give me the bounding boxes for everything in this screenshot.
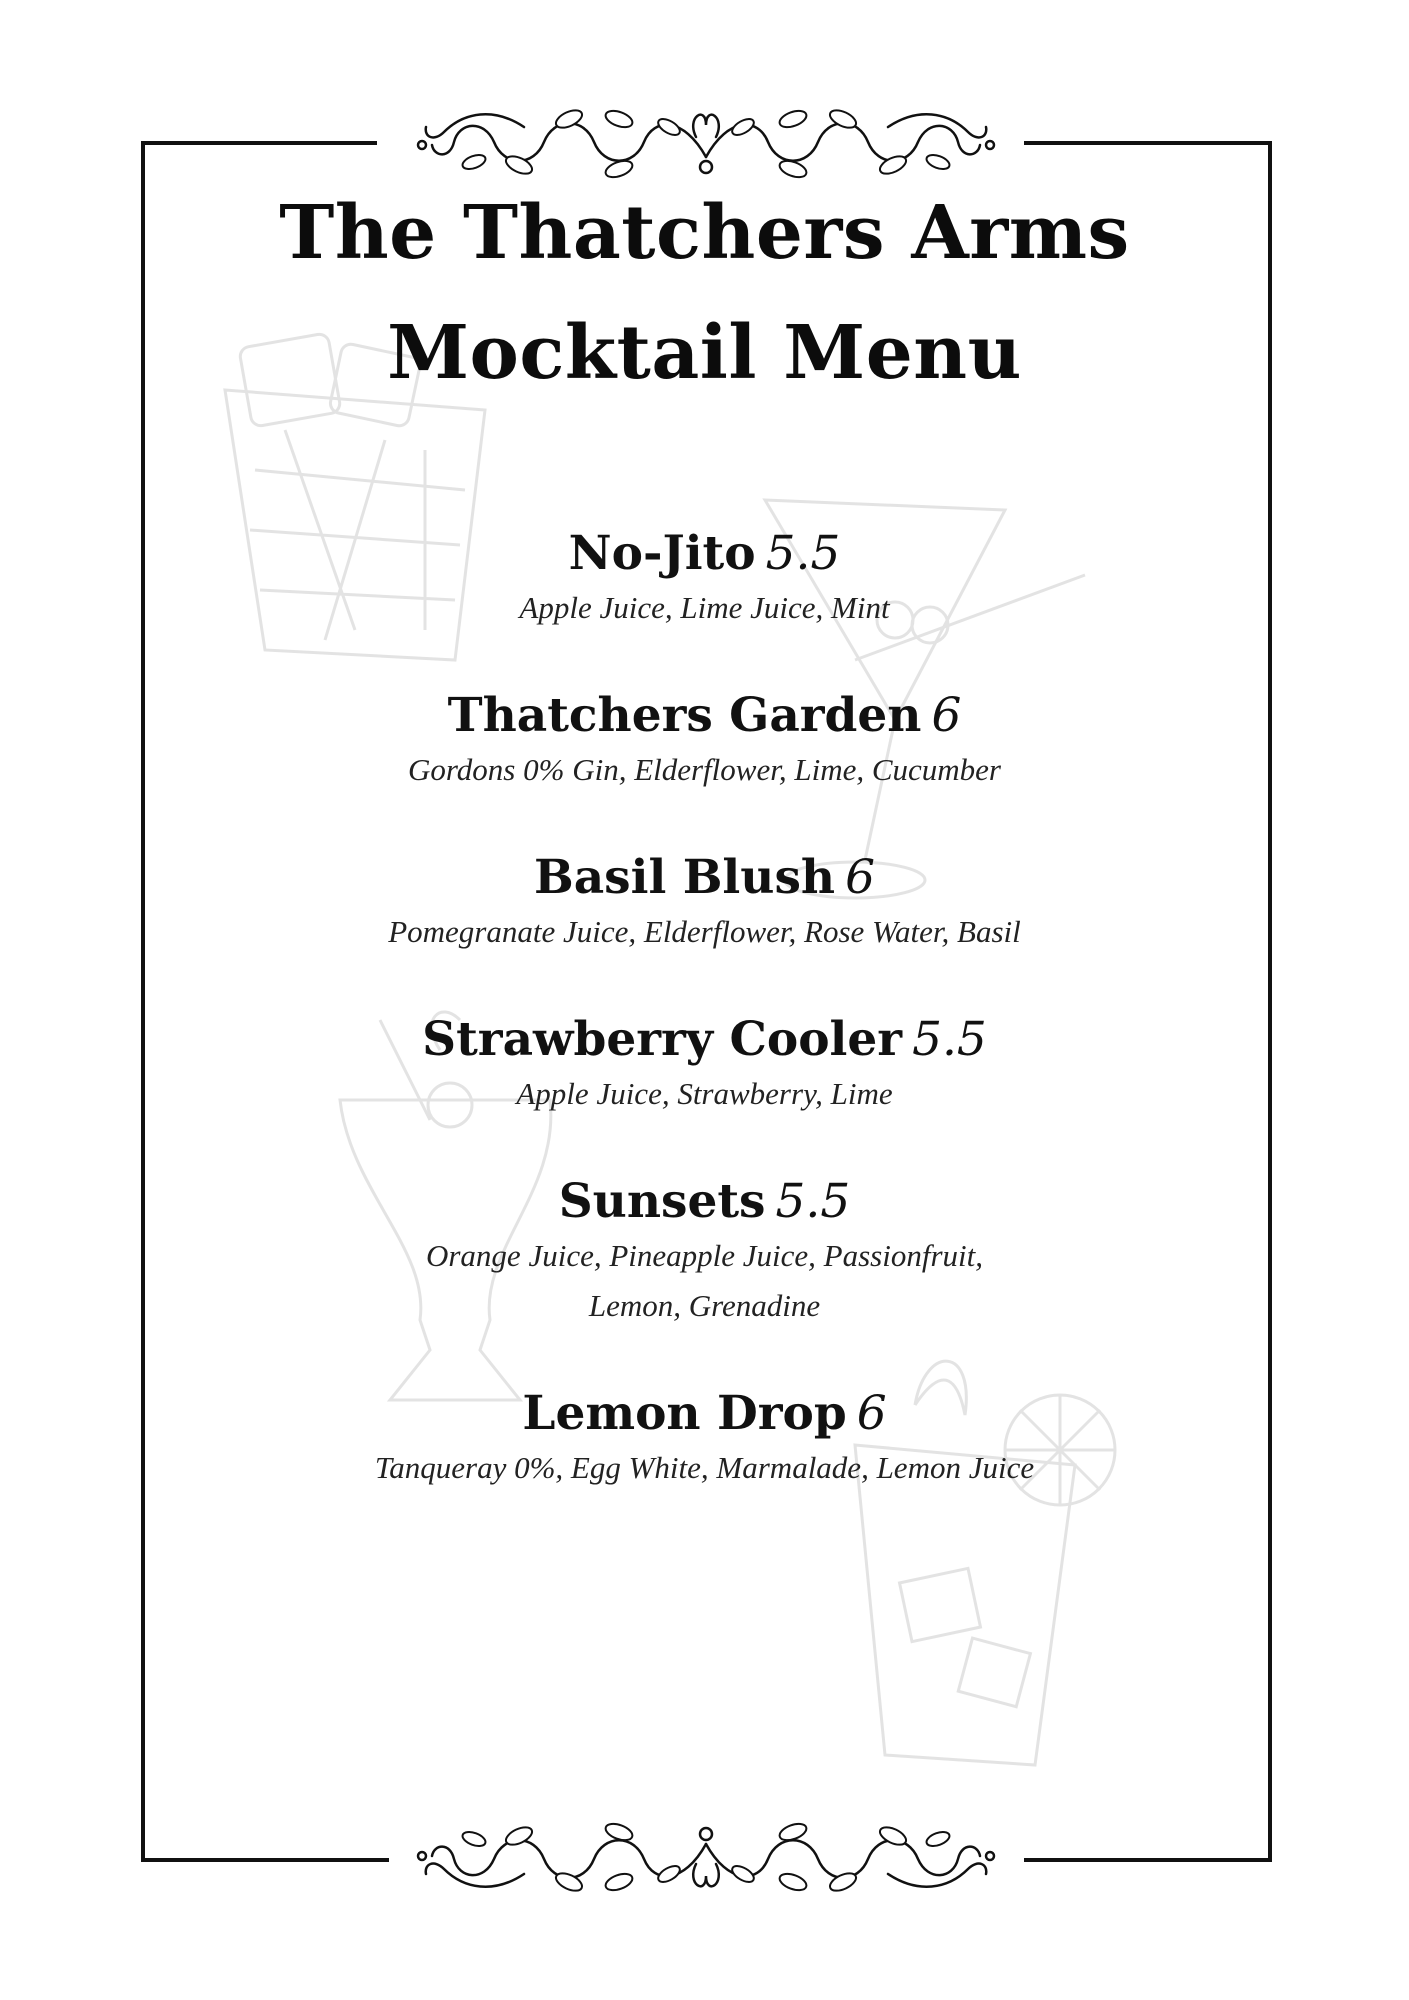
menu-item-description: Orange Juice, Pineapple Juice, Passionfruit, [425,1238,983,1273]
menu-item-name: Sunsets [558,1174,766,1229]
menu-item-description: Apple Juice, Strawberry, Lime [516,1076,893,1111]
menu-item-description: Tanqueray 0%, Egg White, Marmalade, Lemon Juice [374,1450,1035,1485]
menu-item-name: Thatchers Garden [447,688,922,743]
frame-bottom-right [1024,1858,1272,1862]
frame-top-right [1024,141,1272,145]
menu-item-name: Lemon Drop [522,1386,847,1441]
menu-item [0,1385,1409,1493]
menu-item-price: 5.5 [775,1174,851,1229]
menu-item [0,1011,1409,1119]
menu-item-name: Strawberry Cooler [422,1012,903,1067]
menu-item-name: No-Jito [568,526,756,581]
frame-top-left [141,141,377,145]
menu-list [0,525,1409,1493]
menu-item-description: Apple Juice, Lime Juice, Mint [519,590,890,625]
menu-item-description: Lemon, Grenadine [588,1288,821,1323]
page-title: The Thatchers Arms [279,190,1130,276]
menu-item-price: 6 [931,688,962,743]
menu-item [0,525,1409,633]
menu-item-description: Pomegranate Juice, Elderflower, Rose Water, Basil [388,914,1021,949]
menu-item-price: 5.5 [912,1012,987,1067]
frame-bottom-left [141,1858,389,1862]
menu-item-description: Gordons 0% Gin, Elderflower, Lime, Cucumber [408,752,1001,787]
menu-item [0,1173,1409,1331]
page-subtitle: Mocktail Menu [387,310,1022,396]
menu-item [0,687,1409,795]
menu-item-price: 5.5 [765,526,841,581]
menu-item-price: 6 [845,850,875,905]
leaf-flourish-icon [404,1814,1008,1904]
leaf-flourish-icon [404,97,1008,187]
menu-item-price: 6 [856,1386,887,1441]
menu-item [0,849,1409,957]
menu-item-name: Basil Blush [534,850,836,905]
